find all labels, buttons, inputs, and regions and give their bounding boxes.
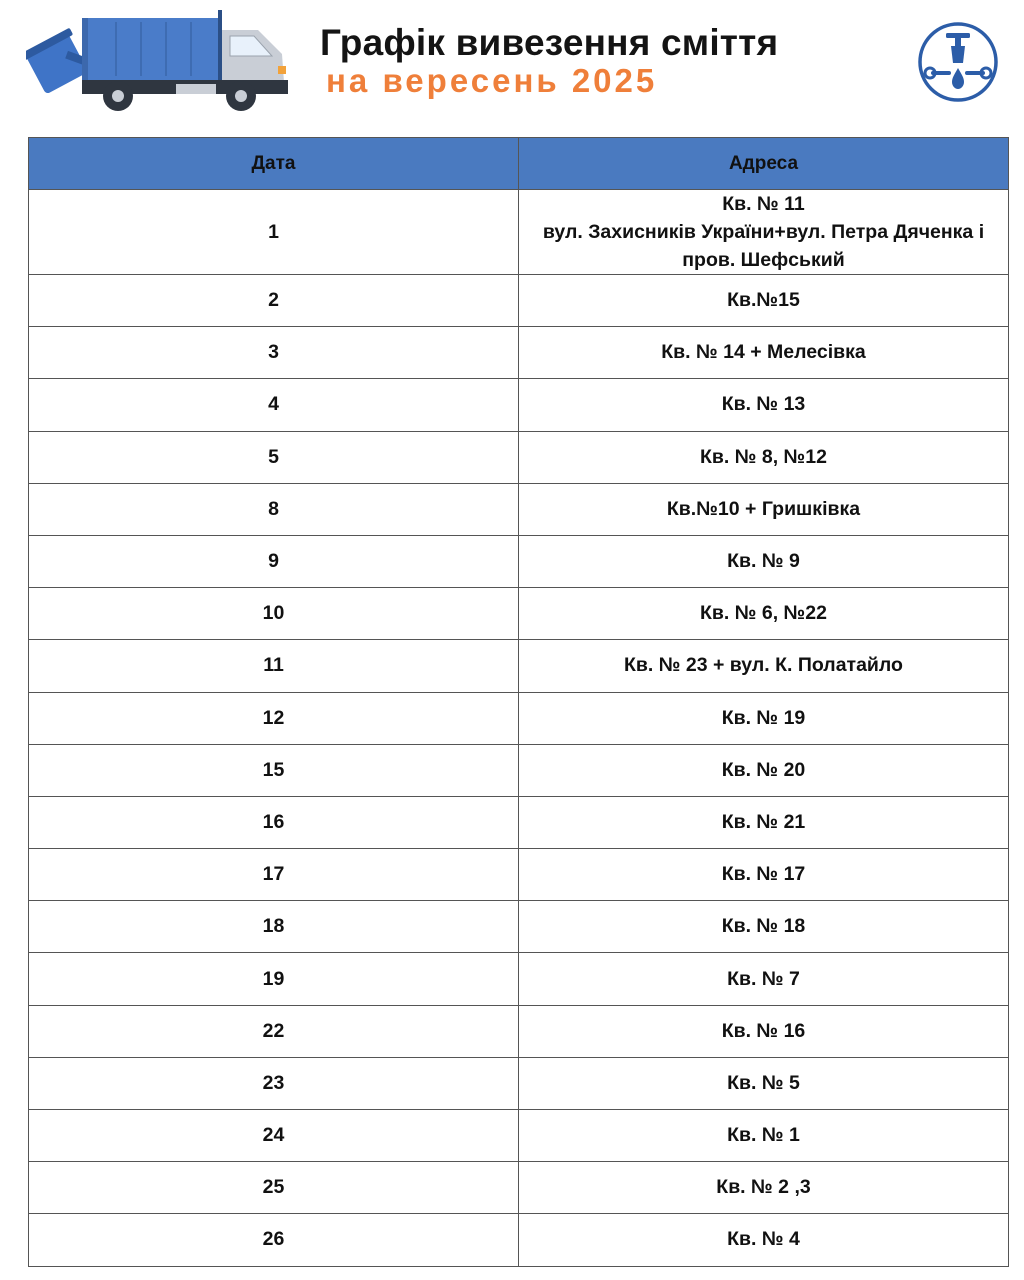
address-cell: Кв. № 8, №12 xyxy=(519,431,1009,483)
address-cell: Кв. № 1 xyxy=(519,1110,1009,1162)
date-cell: 24 xyxy=(29,1110,519,1162)
date-cell: 10 xyxy=(29,588,519,640)
page-header xyxy=(0,0,1024,130)
address-line: Кв. № 11 xyxy=(722,193,805,215)
date-cell: 8 xyxy=(29,483,519,535)
date-cell: 16 xyxy=(29,796,519,848)
date-cell: 2 xyxy=(29,275,519,327)
date-cell: 23 xyxy=(29,1057,519,1109)
table-row xyxy=(29,640,1009,692)
date-cell: 11 xyxy=(29,640,519,692)
date-cell: 25 xyxy=(29,1162,519,1214)
address-cell xyxy=(519,190,1009,275)
page-subtitle: на вересень 2025 xyxy=(326,62,658,99)
address-cell: Кв. № 2 ,3 xyxy=(519,1162,1009,1214)
garbage-truck-icon xyxy=(26,8,290,116)
date-cell: 18 xyxy=(29,901,519,953)
table-row xyxy=(29,901,1009,953)
table-header-row xyxy=(29,138,1009,190)
table-row xyxy=(29,327,1009,379)
date-cell: 4 xyxy=(29,379,519,431)
date-cell: 12 xyxy=(29,692,519,744)
water-tap-wrench-logo xyxy=(917,21,999,103)
table-row xyxy=(29,275,1009,327)
address-cell: Кв. № 17 xyxy=(519,849,1009,901)
date-cell: 19 xyxy=(29,953,519,1005)
table-row xyxy=(29,849,1009,901)
schedule-table xyxy=(28,137,1009,1267)
address-cell: Кв. № 19 xyxy=(519,692,1009,744)
table-row xyxy=(29,1005,1009,1057)
address-cell: Кв. № 6, №22 xyxy=(519,588,1009,640)
column-header-address: Адреса xyxy=(519,138,1009,190)
address-cell: Кв.№10 + Гришківка xyxy=(519,483,1009,535)
schedule-table-container xyxy=(28,137,1009,1267)
address-cell: Кв. № 9 xyxy=(519,535,1009,587)
date-cell: 5 xyxy=(29,431,519,483)
address-line: вул. Захисників України+вул. Петра Дяченка і пров. Шефський xyxy=(542,221,985,271)
date-cell: 17 xyxy=(29,849,519,901)
address-cell: Кв.№15 xyxy=(519,275,1009,327)
address-cell: Кв. № 7 xyxy=(519,953,1009,1005)
date-cell: 22 xyxy=(29,1005,519,1057)
table-row xyxy=(29,535,1009,587)
date-cell: 26 xyxy=(29,1214,519,1266)
table-row xyxy=(29,1162,1009,1214)
address-cell: Кв. № 23 + вул. К. Полатайло xyxy=(519,640,1009,692)
table-row xyxy=(29,692,1009,744)
date-cell: 1 xyxy=(29,190,519,275)
table-row xyxy=(29,190,1009,275)
table-row xyxy=(29,1214,1009,1266)
table-row xyxy=(29,744,1009,796)
address-cell: Кв. № 5 xyxy=(519,1057,1009,1109)
address-cell: Кв. № 20 xyxy=(519,744,1009,796)
table-row xyxy=(29,483,1009,535)
table-row xyxy=(29,953,1009,1005)
address-cell: Кв. № 18 xyxy=(519,901,1009,953)
table-row xyxy=(29,379,1009,431)
column-header-date: Дата xyxy=(29,138,519,190)
address-cell: Кв. № 14 + Мелесівка xyxy=(519,327,1009,379)
address-cell: Кв. № 21 xyxy=(519,796,1009,848)
date-cell: 3 xyxy=(29,327,519,379)
date-cell: 9 xyxy=(29,535,519,587)
table-row xyxy=(29,431,1009,483)
table-row xyxy=(29,588,1009,640)
table-row xyxy=(29,1057,1009,1109)
table-row xyxy=(29,796,1009,848)
table-row xyxy=(29,1110,1009,1162)
date-cell: 15 xyxy=(29,744,519,796)
page-title: Графік вивезення сміття xyxy=(320,22,779,63)
address-cell: Кв. № 4 xyxy=(519,1214,1009,1266)
address-cell: Кв. № 16 xyxy=(519,1005,1009,1057)
address-cell: Кв. № 13 xyxy=(519,379,1009,431)
